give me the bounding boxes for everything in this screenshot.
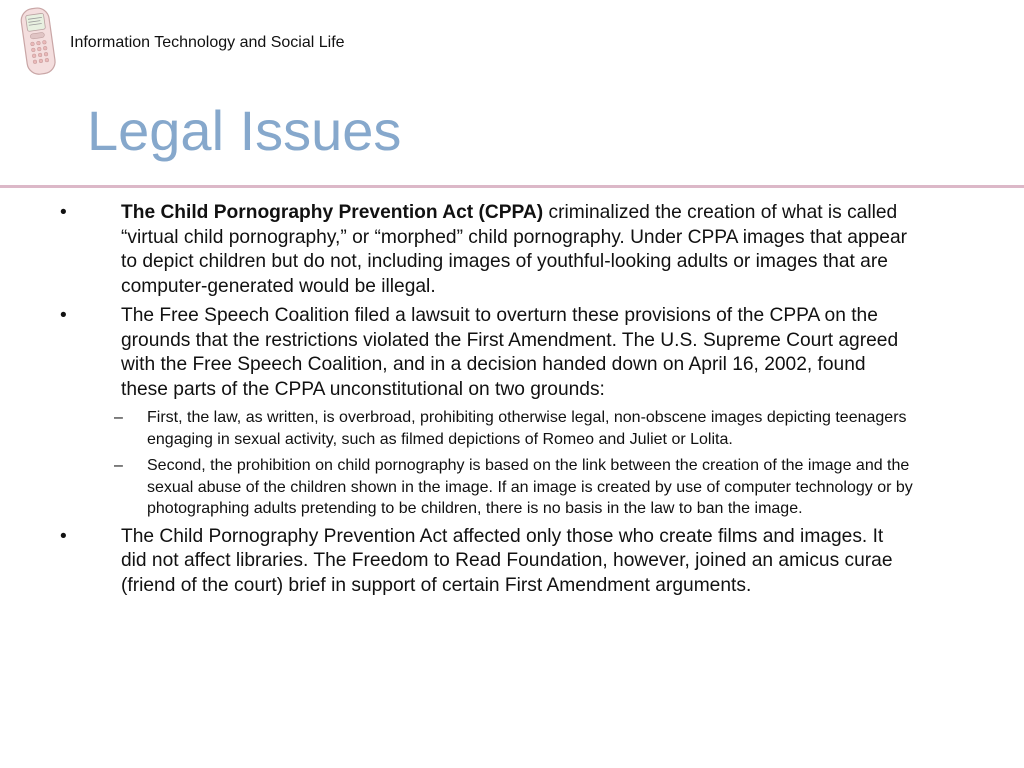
bullet-free-speech-text: The Free Speech Coalition filed a lawsuit to overturn these provisions of the CPPA on the grounds that the restrictions violated the First Amendment. The U.S. Supreme Court agreed with the Free Speech Coalition, and in a decision handed down on April 16, 2002, found these parts of the CPPA unconstitutional on two grounds: [121,305,899,400]
course-title: Information Technology and Social Life [70,34,345,51]
sub-bullet-prohibition [0,455,915,520]
sub-bullet-prohibition-text: Second, the prohibition on child pornography is based on the link between the creation of the image and the sexual abuse of the children shown in the image. If an image is created by use of computer technology or by photographing adults pretending to be children, there is no basis in the law to ban the image. [147,457,913,517]
bullet-marker: • [60,305,67,326]
mobile-phone-icon [14,2,64,78]
bullet-cppa [0,201,911,299]
slide-body [0,201,1024,603]
bullet-free-speech-coalition [0,304,911,402]
sub-bullet-marker: – [114,409,123,426]
bullet-marker: • [60,202,67,223]
bullet-cppa-bold: The Child Pornography Prevention Act (CPPA) [121,202,544,223]
bullet-libraries [0,525,911,599]
bullet-marker: • [60,525,67,547]
title-divider [0,185,1024,188]
sub-bullet-marker: – [114,457,123,474]
slide-title: Legal Issues [87,99,402,162]
sub-bullet-overbroad [0,407,915,450]
sub-bullet-overbroad-text: First, the law, as written, is overbroad, prohibiting otherwise legal, non-obscene images depicting teenagers engaging in sexual activity, such as filmed depictions of Romeo and Juliet or Lolita. [147,409,907,448]
bullet-cppa-text: criminalized the creation of what is called “virtual child pornography,” or “morphed” child pornography. Under CPPA images that appear to depict children but do not, including images of youthful-looking adults or images that are computer-generated would be illegal. [121,202,908,297]
bullet-libraries-text: The Child Pornography Prevention Act affected only those who create films and images. It did not affect libraries. The Freedom to Read Foundation, however, joined an amicus curae (friend of the court) brief in support of certain First Amendment arguments. [121,525,893,596]
